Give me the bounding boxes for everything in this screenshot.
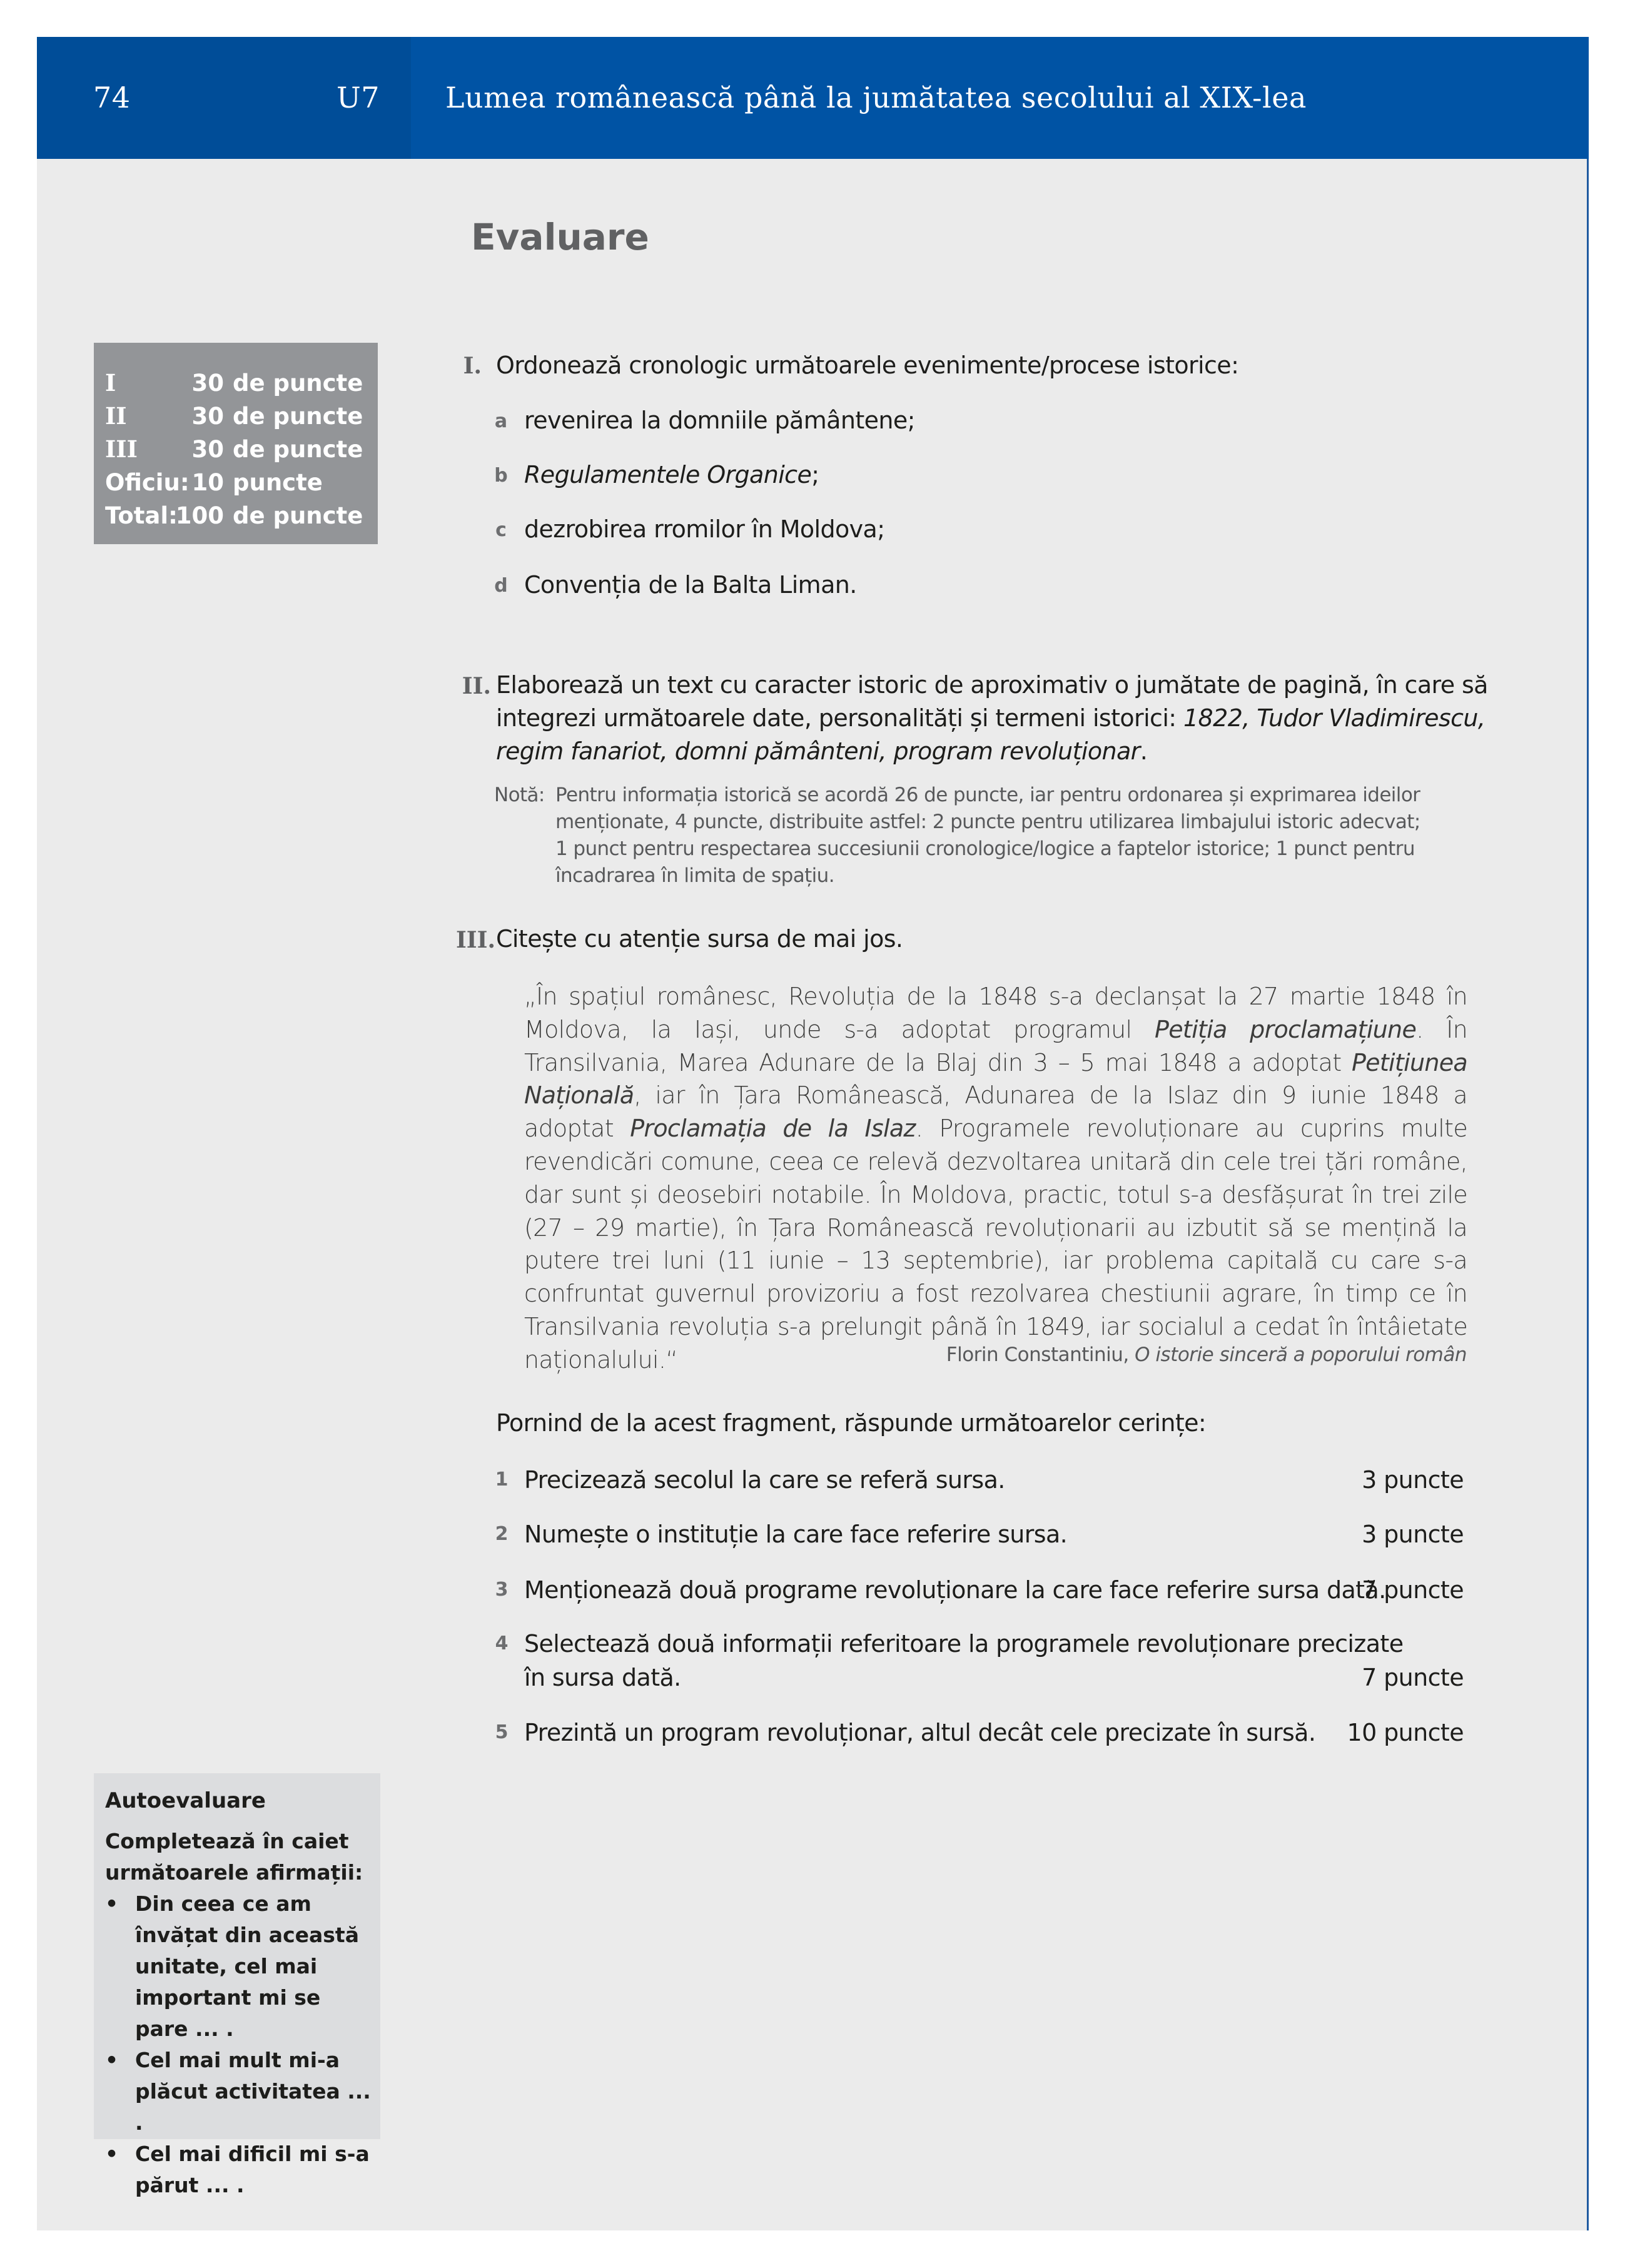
quote-attribution	[946, 1344, 1467, 1366]
item-label: b	[494, 465, 508, 487]
note-line: 1 punct pentru respectarea succesiunii cronologice/logice a faptelor istorice; 1 punct pentru	[555, 838, 1415, 860]
score-row	[105, 400, 378, 433]
score-unit: de puncte	[233, 403, 363, 430]
question-number: 3	[495, 1579, 509, 1601]
score-row	[105, 367, 378, 400]
score-value: 30	[191, 436, 224, 463]
score-label: Total:	[105, 502, 178, 529]
score-value: 100	[175, 502, 224, 529]
score-label: II	[105, 402, 127, 430]
page-number: 74	[93, 81, 131, 114]
score-row	[105, 466, 378, 499]
question-points: 7 puncte	[1362, 1664, 1464, 1691]
score-unit: de puncte	[233, 436, 363, 463]
exercise-2-line: Elaborează un text cu caracter istoric de aproximativ o jumătate de pagină, în care să	[496, 671, 1488, 699]
bullet-icon: •	[105, 2048, 119, 2072]
item-label: a	[494, 410, 508, 432]
self-assessment-intro: Completează în caiet următoarele afirmații:	[105, 1829, 363, 1885]
item-text-end: ;	[811, 461, 819, 489]
exercise-2-plain: integrezi următoarele date, personalități și termeni istorici:	[496, 704, 1183, 732]
question-text: Menționează două programe revoluționare la care face referire sursa dată.	[524, 1576, 1386, 1604]
question-points: 3 puncte	[1362, 1521, 1464, 1548]
question-row	[494, 1464, 1464, 1496]
note-line: încadrarea în limita de spațiu.	[555, 864, 834, 887]
score-unit: puncte	[233, 469, 323, 496]
score-unit: de puncte	[233, 370, 363, 397]
item-text: revenirea la domniile pământene;	[524, 407, 915, 434]
item-label: c	[495, 519, 507, 541]
exercise-2-end: .	[1140, 737, 1148, 765]
score-label: I	[105, 369, 116, 397]
question-row	[494, 1574, 1464, 1606]
question-row	[494, 1628, 1464, 1695]
note-label: Notă:	[494, 784, 545, 806]
self-assessment-list	[105, 1888, 372, 2201]
question-row	[494, 1518, 1464, 1551]
bullet-icon: •	[105, 2142, 119, 2166]
exercise-3-instructions: Pornind de la acest fragment, răspunde următoarelor cerințe:	[496, 1409, 1207, 1437]
question-text: Selectează două informații referitoare la programele revoluționare precizate	[524, 1630, 1404, 1658]
exercise-2-note	[494, 782, 1470, 889]
exercise-1-numeral: I.	[463, 353, 482, 379]
exercise-3-numeral: III.	[455, 927, 495, 953]
exercise-3-prompt: Citește cu atenție sursa de mai jos.	[496, 925, 903, 953]
item-label: d	[494, 575, 508, 597]
exercise-2-numeral: II.	[462, 673, 491, 699]
question-text: Numește o instituție la care face referire sursa.	[524, 1521, 1068, 1548]
chapter-title: Lumea românească până la jumătatea secolului al XIX-lea	[445, 81, 1307, 114]
quote-text: „În spațiul românesc, Revoluția de la 1848 s-a declanșat la 27 martie 1848 în Moldova, la Iași, unde s-a adoptat programul	[524, 983, 1467, 1043]
quote-text: . În Transilvania, Marea Adunare de la Blaj din 3 – 5 mai 1848 a adoptat	[524, 1015, 1467, 1076]
note-line: menționate, 4 puncte, distribuite astfel: 2 puncte pentru utilizarea limbajului istoric adecvat;	[555, 811, 1420, 833]
self-assessment-item-text: Cel mai mult mi-a plăcut activitatea ... .	[135, 2048, 371, 2135]
quote-italic: Proclamația de la Islaz	[630, 1115, 916, 1143]
quote-text: . Programele revoluționare au cuprins multe revendicări comune, ceea ce relevă dezvoltarea unitară din cele trei țări române, dar sunt și deosebiri notabile. În Moldova, practic, totul s-a desfășurat în trei zile (27 – 29 martie), în Țara Românească revoluționarii au izbutit să se mențină la putere trei luni (11 iunie – 13 septembrie), iar problema capitală cu care s-a confruntat guvernul provizoriu a fost rezolvarea chestiunii agrare, în timp ce în Transilvania revoluția s-a prelungit până în 1849, iar socialul a cedat în întâietate naționalului.“	[524, 1115, 1467, 1374]
score-value: 10	[191, 469, 224, 496]
self-assessment-item	[105, 2045, 372, 2139]
score-row	[105, 433, 378, 466]
note-line: Pentru informația istorică se acordă 26 de puncte, iar pentru ordonarea și exprimarea ideilor	[555, 784, 1420, 806]
exercise-2-line	[496, 704, 1485, 732]
header-band	[37, 37, 1589, 159]
section-heading: Evaluare	[471, 216, 649, 258]
self-assessment-item-text: Din ceea ce am învățat din această unitate, cel mai important mi se pare ... .	[135, 1891, 359, 2041]
question-text: Prezintă un program revoluționar, altul decât cele precizate în sursă.	[524, 1719, 1316, 1746]
quote-text: , iar în Țara Românească, Adunarea de la Islaz din 9 iunie 1848 a adoptat	[524, 1081, 1467, 1143]
score-row-total	[105, 499, 378, 532]
question-number: 4	[495, 1633, 509, 1654]
item-text: Convenția de la Balta Liman.	[524, 571, 857, 599]
exercise-2-line	[496, 737, 1147, 765]
score-value: 30	[191, 403, 224, 430]
exercise-2-italic: regim fanariot, domni pământeni, program revoluționar	[496, 737, 1140, 765]
item-text: dezrobirea rromilor în Moldova;	[524, 515, 885, 543]
source-quote	[524, 980, 1467, 1377]
question-points: 10 puncte	[1347, 1719, 1464, 1746]
unit-code: U7	[336, 81, 380, 114]
self-assessment-title: Autoevaluare	[105, 1788, 266, 1813]
self-assessment-item-text: Cel mai dificil mi s-a părut ... .	[135, 2142, 370, 2197]
quote-italic: Petițiunea Națională	[524, 1048, 1467, 1110]
exercise-1-prompt: Ordonează cronologic următoarele evenimente/procese istorice:	[496, 352, 1239, 379]
self-assessment-item	[105, 2139, 372, 2201]
self-assessment-box	[94, 1773, 380, 2197]
score-unit: de puncte	[233, 502, 363, 529]
question-points: 3 puncte	[1362, 1466, 1464, 1494]
question-number: 2	[495, 1523, 509, 1545]
quote-italic: Petiția proclamațiune	[1155, 1015, 1417, 1043]
bullet-icon: •	[105, 1891, 119, 1916]
question-row	[494, 1716, 1464, 1749]
score-label: III	[105, 435, 138, 463]
self-assessment-item	[105, 1888, 372, 2045]
attribution-title: O istorie sinceră a poporului român	[1135, 1344, 1467, 1366]
question-number: 1	[495, 1469, 509, 1491]
item-text	[524, 461, 819, 489]
score-label: Oficiu:	[105, 469, 190, 496]
score-box	[94, 343, 378, 544]
question-number: 5	[495, 1721, 509, 1743]
question-points: 7 puncte	[1362, 1576, 1464, 1604]
attribution-author: Florin Constantiniu,	[946, 1344, 1135, 1366]
question-text: Precizează secolul la care se referă sursa.	[524, 1466, 1005, 1494]
score-value: 30	[191, 370, 224, 397]
question-text-line2: în sursa dată.	[524, 1664, 681, 1691]
note-body	[555, 782, 1470, 889]
item-text-italic: Regulamentele Organice	[524, 461, 812, 489]
exercise-2-italic: 1822, Tudor Vladimirescu,	[1183, 704, 1486, 732]
